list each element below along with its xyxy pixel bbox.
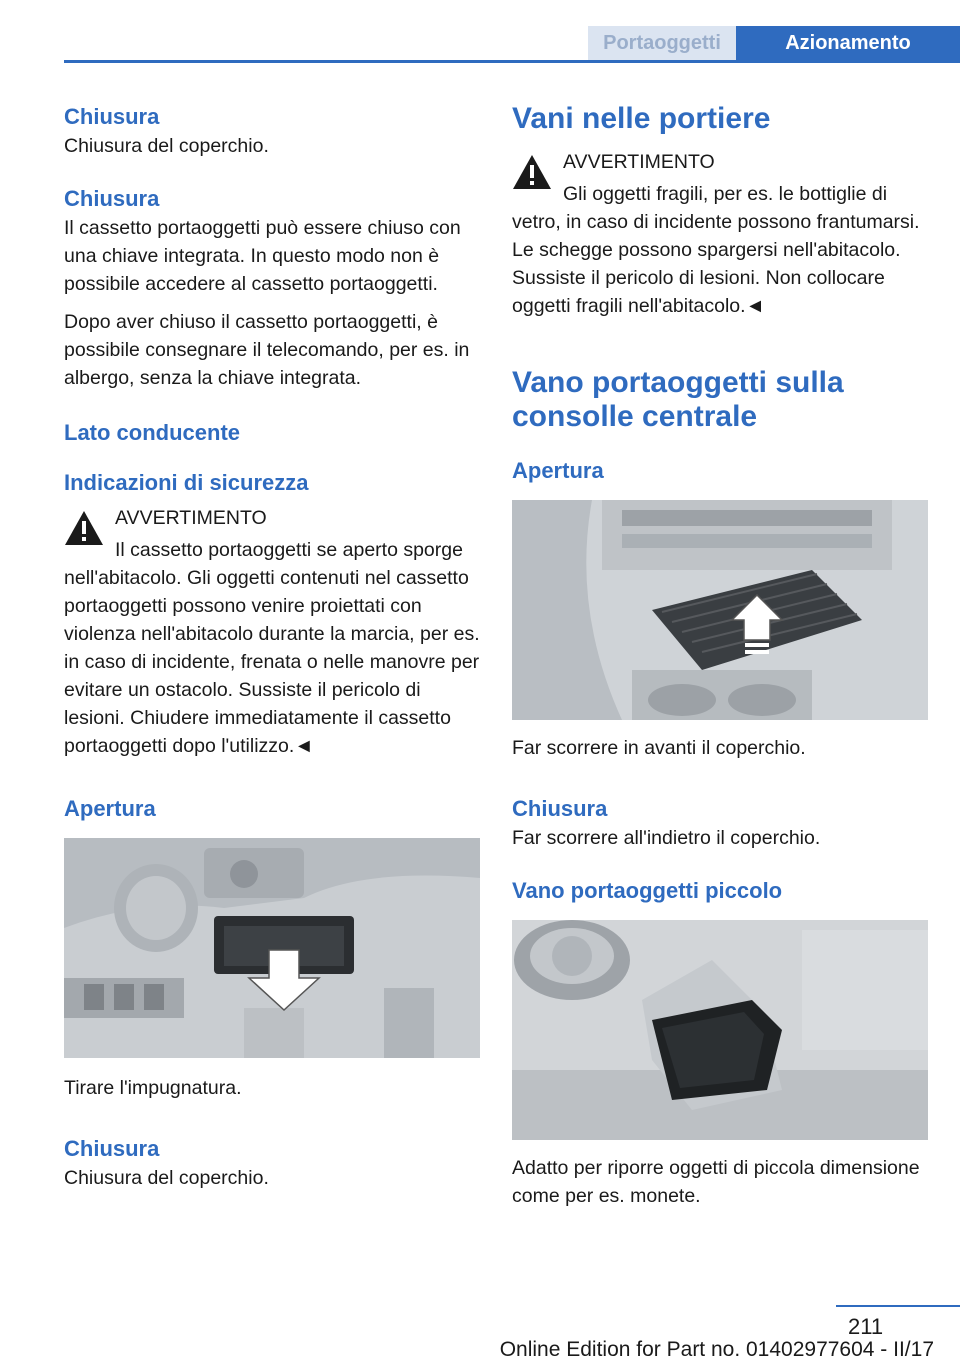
heading-chiusura-3: Chiusura [64, 1136, 160, 1161]
tab-section: Portaoggetti [588, 26, 736, 60]
small-storage-photo [512, 920, 928, 1140]
heading-vano-piccolo: Vano portaoggetti piccolo [512, 878, 783, 903]
heading-indicazioni-sicurezza: Indicazioni di sicurezza [64, 470, 309, 495]
warning-title: AVVERTIMENTO [563, 151, 715, 173]
caption-apertura: Tirare l'impugnatura. [64, 1077, 242, 1099]
heading-lato-conducente: Lato conducente [64, 420, 241, 445]
text-chiusura: Far scorrere all'indietro il coperchio. [512, 827, 821, 849]
text-chiusura-2a: Il cassetto portaoggetti può essere chiuso con una chiave integrata. In questo modo non è possibile accedere al cassetto portaoggetti. [64, 217, 461, 295]
warning-block-left [64, 504, 480, 760]
heading-vano-consolle: Vano portaoggetti sulla consolle centrale [512, 366, 844, 433]
edition-footer: Online Edition for Part no. 01402977604 - II/17 [499, 1338, 934, 1361]
text-chiusura-1: Chiusura del coperchio. [64, 135, 269, 157]
warning-block-right [512, 148, 928, 320]
caption-apertura: Far scorrere in avanti il coperchio. [512, 737, 806, 759]
header-rule [64, 60, 960, 63]
heading-vani-portiere: Vani nelle portiere [512, 102, 771, 135]
right-column [512, 102, 928, 1210]
footer-rule [836, 1305, 960, 1307]
heading-apertura: Apertura [64, 796, 156, 821]
left-column [64, 102, 480, 1192]
heading-chiusura-1: Chiusura [64, 104, 160, 129]
heading-chiusura-2: Chiusura [64, 186, 160, 211]
heading-apertura: Apertura [512, 458, 604, 483]
warning-title: AVVERTIMENTO [115, 507, 267, 529]
glovebox-photo [64, 838, 480, 1058]
text-chiusura-2b: Dopo aver chiuso il cassetto portaoggetti, è possibile consegnare il telecomando, per es. in albergo, senza la chiave integrata. [64, 311, 470, 389]
tab-chapter: Azionamento [736, 26, 960, 60]
text-chiusura-3: Chiusura del coperchio. [64, 1167, 269, 1189]
console-storage-photo [512, 500, 928, 720]
heading-chiusura: Chiusura [512, 796, 608, 821]
caption-piccolo: Adatto per riporre oggetti di piccola dimensione come per es. monete. [512, 1157, 920, 1207]
warning-text: Gli oggetti fragili, per es. le bottiglie di vetro, in caso di incidente possono frantumarsi. Le schegge possono spargersi nell'abitacolo. Sussiste il pericolo di lesioni. Non collocare oggetti fragili nell'abitacolo.◄ [512, 183, 920, 317]
warning-triangle-icon [64, 510, 104, 546]
warning-triangle-icon [512, 154, 552, 190]
page-number: 211 [848, 1314, 884, 1339]
warning-text: Il cassetto portaoggetti se aperto sporge nell'abitacolo. Gli oggetti contenuti nel cassetto portaoggetti possono venire proiettati con violenza nell'abitacolo durante la marcia, per es. in caso di incidente, frenata o nelle manovre per evitare un ostacolo. Sussiste il pericolo di lesioni. Chiudere immediatamente il cassetto portaoggetti dopo l'utilizzo.◄ [64, 539, 480, 757]
